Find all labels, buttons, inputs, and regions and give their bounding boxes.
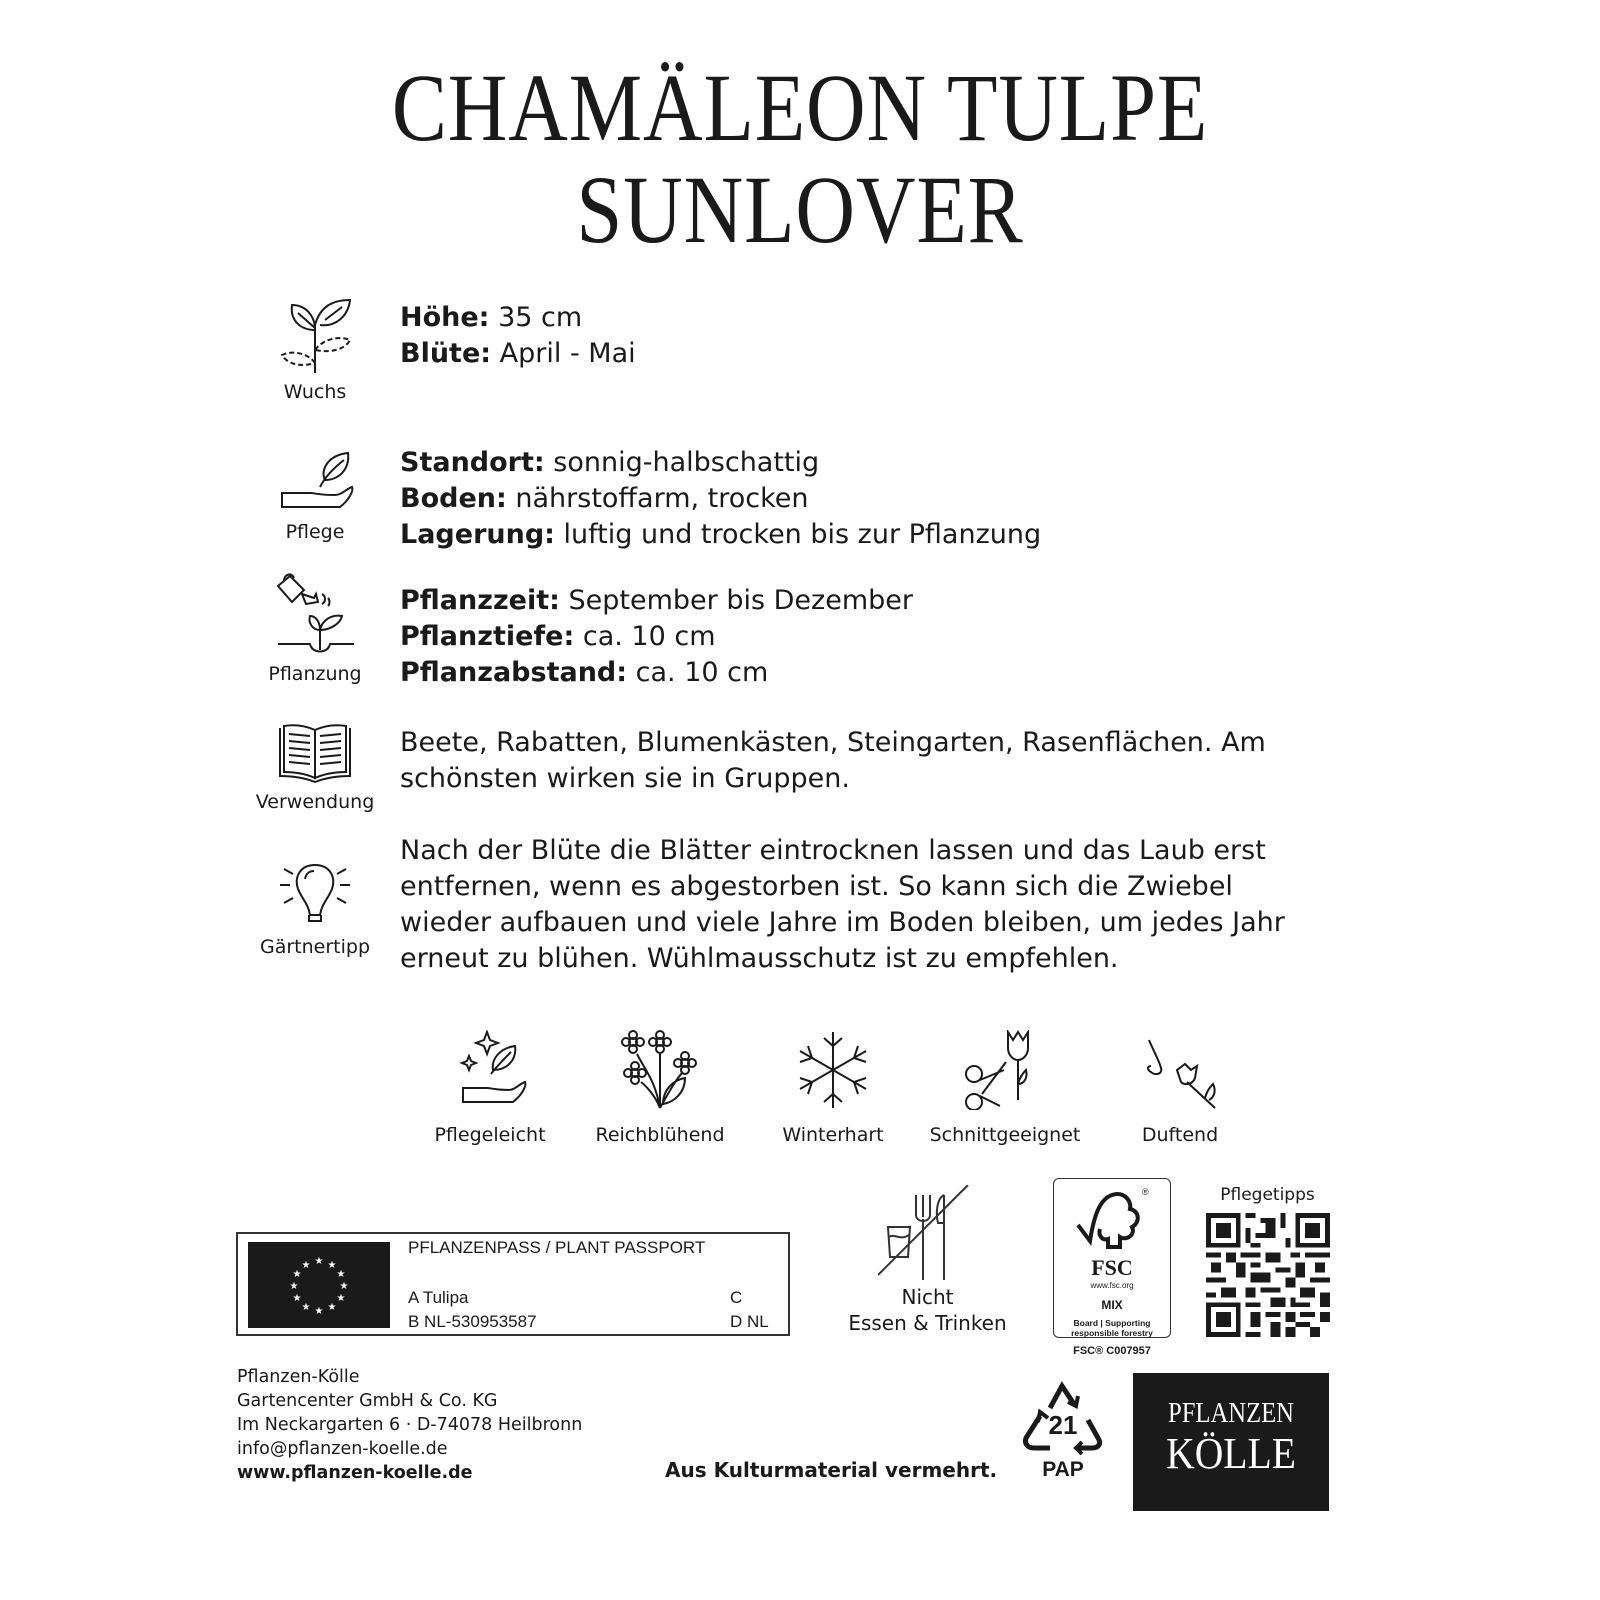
svg-text:★: ★ [336, 1293, 346, 1304]
plant-growth-icon [270, 295, 360, 375]
recycling-symbol [1018, 1378, 1108, 1482]
svg-text:★: ★ [289, 1281, 299, 1292]
section-icon-col [250, 445, 380, 543]
open-book-icon [270, 720, 360, 785]
fsc-board-line1: Board | Supporting [1073, 1318, 1151, 1328]
hand-leaf-icon [270, 445, 360, 515]
flower-bouquet-icon [615, 1030, 705, 1110]
info-value: nährstoffarm, trocken [506, 483, 809, 514]
section-icon-col [250, 295, 380, 403]
passport-title: PFLANZENPASS / PLANT PASSPORT [408, 1238, 706, 1257]
qr-code[interactable] [1206, 1213, 1330, 1337]
section-icon-col [250, 855, 380, 958]
passport-field-a: A Tulipa [408, 1288, 469, 1307]
snowflake-icon [788, 1030, 878, 1110]
brand-logo [1133, 1373, 1329, 1511]
company-legal: Gartencenter GmbH & Co. KG [237, 1391, 498, 1411]
easy-care-icon [445, 1030, 535, 1110]
feature-pflegeleicht [410, 1030, 570, 1146]
svg-text:★: ★ [292, 1269, 302, 1280]
brand-line1: PFLANZEN [1167, 1397, 1294, 1429]
info-key: Boden: [400, 483, 507, 514]
company-address [237, 1365, 582, 1485]
no-eating-icon [878, 1185, 978, 1280]
qr-code-block [1200, 1185, 1335, 1337]
info-value: ca. 10 cm [627, 657, 769, 688]
info-line-hoehe [400, 300, 1330, 336]
svg-text:★: ★ [327, 1260, 337, 1271]
plant-passport [236, 1232, 790, 1336]
info-value: September bis Dezember [559, 585, 913, 616]
section-text-gaertnertipp: Nach der Blüte die Blätter eintrocknen lassen und das Laub erst entfernen, wenn es abgestorben ist. So kann sich die Zwiebel wieder aufbauen und viele Jahre im Boden bleiben, um jedes Jahr erneut zu blühen. Wühlmausschutz ist zu empfehlen. [400, 835, 1285, 974]
section-label-verwendung: Verwendung [255, 791, 375, 813]
feature-label: Pflegeleicht [434, 1124, 546, 1146]
not-edible-warning [840, 1185, 1015, 1336]
eu-flag-icon [248, 1242, 390, 1328]
feature-winterhart [753, 1030, 913, 1146]
info-key: Blüte: [400, 338, 492, 369]
info-key: Pflanzzeit: [400, 585, 560, 616]
info-key: Höhe: [400, 302, 490, 333]
fsc-board-line2: responsible forestry [1071, 1328, 1153, 1338]
feature-label: Schnittgeeignet [929, 1124, 1081, 1146]
feature-label: Reichblühend [595, 1124, 725, 1146]
recycle-number: 21 [1048, 1410, 1078, 1440]
info-key: Pflanztiefe: [400, 621, 575, 652]
cultivation-note: Aus Kulturmaterial vermehrt. [665, 1458, 998, 1482]
feature-label: Winterhart [782, 1124, 884, 1146]
fsc-url: www.fsc.org [1090, 1281, 1134, 1290]
svg-text:★: ★ [314, 1306, 324, 1317]
svg-text:★: ★ [301, 1302, 311, 1313]
info-line-boden [400, 481, 1330, 517]
watering-can-icon [270, 572, 360, 657]
passport-field-b: B NL-530953587 [408, 1312, 537, 1331]
lightbulb-icon [270, 855, 360, 930]
info-line-pflanzzeit [400, 583, 1330, 619]
feature-reichbluehend [580, 1030, 740, 1146]
svg-text:★: ★ [339, 1281, 349, 1292]
info-value: ca. 10 cm [574, 621, 716, 652]
svg-text:★: ★ [301, 1260, 311, 1271]
company-street: Im Neckargarten 6 · D-74078 Heilbronn [237, 1415, 583, 1435]
info-line-lagerung [400, 517, 1330, 553]
info-key: Pflanzabstand: [400, 657, 628, 688]
section-icon-col [250, 572, 380, 685]
fsc-mix: MIX [1101, 1298, 1123, 1312]
nose-flower-icon [1135, 1030, 1225, 1110]
svg-text:★: ★ [327, 1302, 337, 1313]
section-text [400, 300, 1330, 372]
fsc-code: FSC® C007957 [1073, 1345, 1151, 1357]
section-text [400, 445, 1330, 553]
info-value: sonnig-halbschattig [544, 447, 820, 478]
info-value: April - Mai [491, 338, 636, 369]
feature-duftend [1100, 1030, 1260, 1146]
svg-text:★: ★ [292, 1293, 302, 1304]
warning-line1: Nicht [901, 1285, 954, 1309]
svg-text:★: ★ [314, 1256, 324, 1267]
section-text-verwendung: Beete, Rabatten, Blumenkästen, Steingarten, Rasenflächen. Am schönsten wirken sie in Gruppen. [400, 727, 1266, 794]
fsc-name: FSC [1091, 1255, 1133, 1280]
company-email[interactable]: info@pflanzen-koelle.de [237, 1439, 448, 1459]
brand-line2: KÖLLE [1166, 1429, 1296, 1478]
feature-schnittgeeignet [925, 1030, 1085, 1146]
product-title-line2: SUNLOVER [576, 156, 1024, 263]
svg-text:®: ® [1142, 1187, 1149, 1197]
section-icon-col [250, 720, 380, 813]
feature-icons-row [420, 1030, 1240, 1160]
fsc-tree-icon [1072, 1185, 1152, 1257]
recycle-icon [1018, 1378, 1108, 1458]
section-label-gaertnertipp: Gärtnertipp [259, 936, 371, 958]
company-name: Pflanzen-Kölle [237, 1367, 360, 1387]
section-label-pflanzung: Pflanzung [268, 663, 362, 685]
info-value: 35 cm [489, 302, 583, 333]
recycle-code: PAP [1042, 1458, 1084, 1481]
info-key: Standort: [400, 447, 545, 478]
info-line-standort [400, 445, 1330, 481]
fsc-label [1053, 1178, 1171, 1357]
info-line-bluete [400, 336, 1330, 372]
scissors-tulip-icon [960, 1030, 1050, 1110]
section-label-pflege: Pflege [285, 521, 345, 543]
passport-field-c: C [730, 1288, 743, 1307]
info-key: Lagerung: [400, 519, 555, 550]
product-title-line1: CHAMÄLEON TULPE [391, 54, 1209, 161]
warning-line2: Essen & Trinken [848, 1311, 1007, 1335]
passport-field-d: D NL [730, 1312, 769, 1331]
info-line-pflanztiefe [400, 619, 1330, 655]
qr-label: Pflegetipps [1220, 1185, 1315, 1205]
section-text [400, 583, 1330, 691]
info-line-pflanzabstand [400, 655, 1330, 691]
info-value: luftig und trocken bis zur Pflanzung [554, 519, 1042, 550]
eu-stars-icon [248, 1242, 390, 1328]
section-label-wuchs: Wuchs [283, 381, 347, 403]
feature-label: Duftend [1141, 1124, 1219, 1146]
company-website[interactable]: www.pflanzen-koelle.de [237, 1463, 473, 1483]
svg-text:★: ★ [336, 1269, 346, 1280]
